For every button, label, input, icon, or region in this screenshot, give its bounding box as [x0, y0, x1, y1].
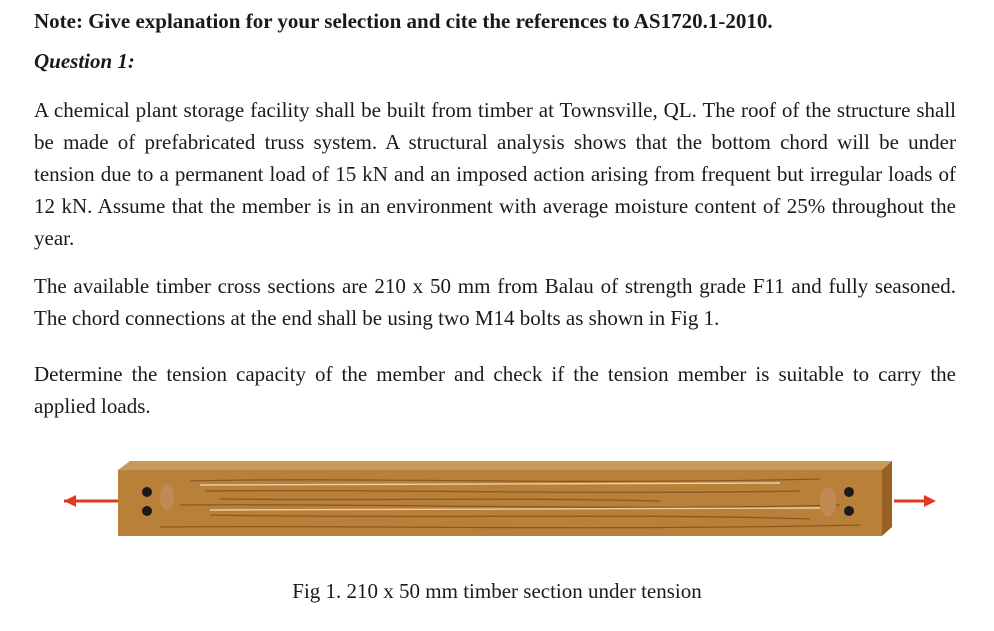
right-tension-arrow [894, 495, 936, 507]
problem-paragraph-1: A chemical plant storage facility shall be built from timber at Townsville, QL. The roof of the structure shall be made of prefabricated truss system. A structural analysis shows that the bottom chord will be under tension due to a permanent load of 15 kN and an imposed action arising from frequent but irregular loads of 12 kN. Assume that the member is in an environment with average moisture content of 25% throughout the year. [34, 98, 956, 250]
figure-caption: Fig 1. 210 x 50 mm timber section under tension [292, 579, 702, 603]
left-tension-arrow [64, 495, 118, 507]
bolt-right-bottom [844, 506, 854, 516]
note-heading: Note: Give explanation for your selection and cite the references to AS1720.1-2010. [34, 9, 773, 33]
question-title: Question 1: [34, 49, 135, 73]
knot-right [820, 487, 836, 517]
bolt-right-top [844, 487, 854, 497]
knot-left [160, 484, 174, 510]
timber-member [118, 461, 892, 536]
problem-paragraph-2: The available timber cross sections are 210 x 50 mm from Balau of strength grade F11 and fully seasoned. The chord connections at the end shall be using two M14 bolts as shown in Fig 1. [34, 274, 956, 330]
problem-paragraph-3: Determine the tension capacity of the member and check if the tension member is suitable to carry the applied loads. [34, 362, 956, 418]
bolt-left-top [142, 487, 152, 497]
timber-tension-figure [60, 455, 940, 550]
bolt-left-bottom [142, 506, 152, 516]
